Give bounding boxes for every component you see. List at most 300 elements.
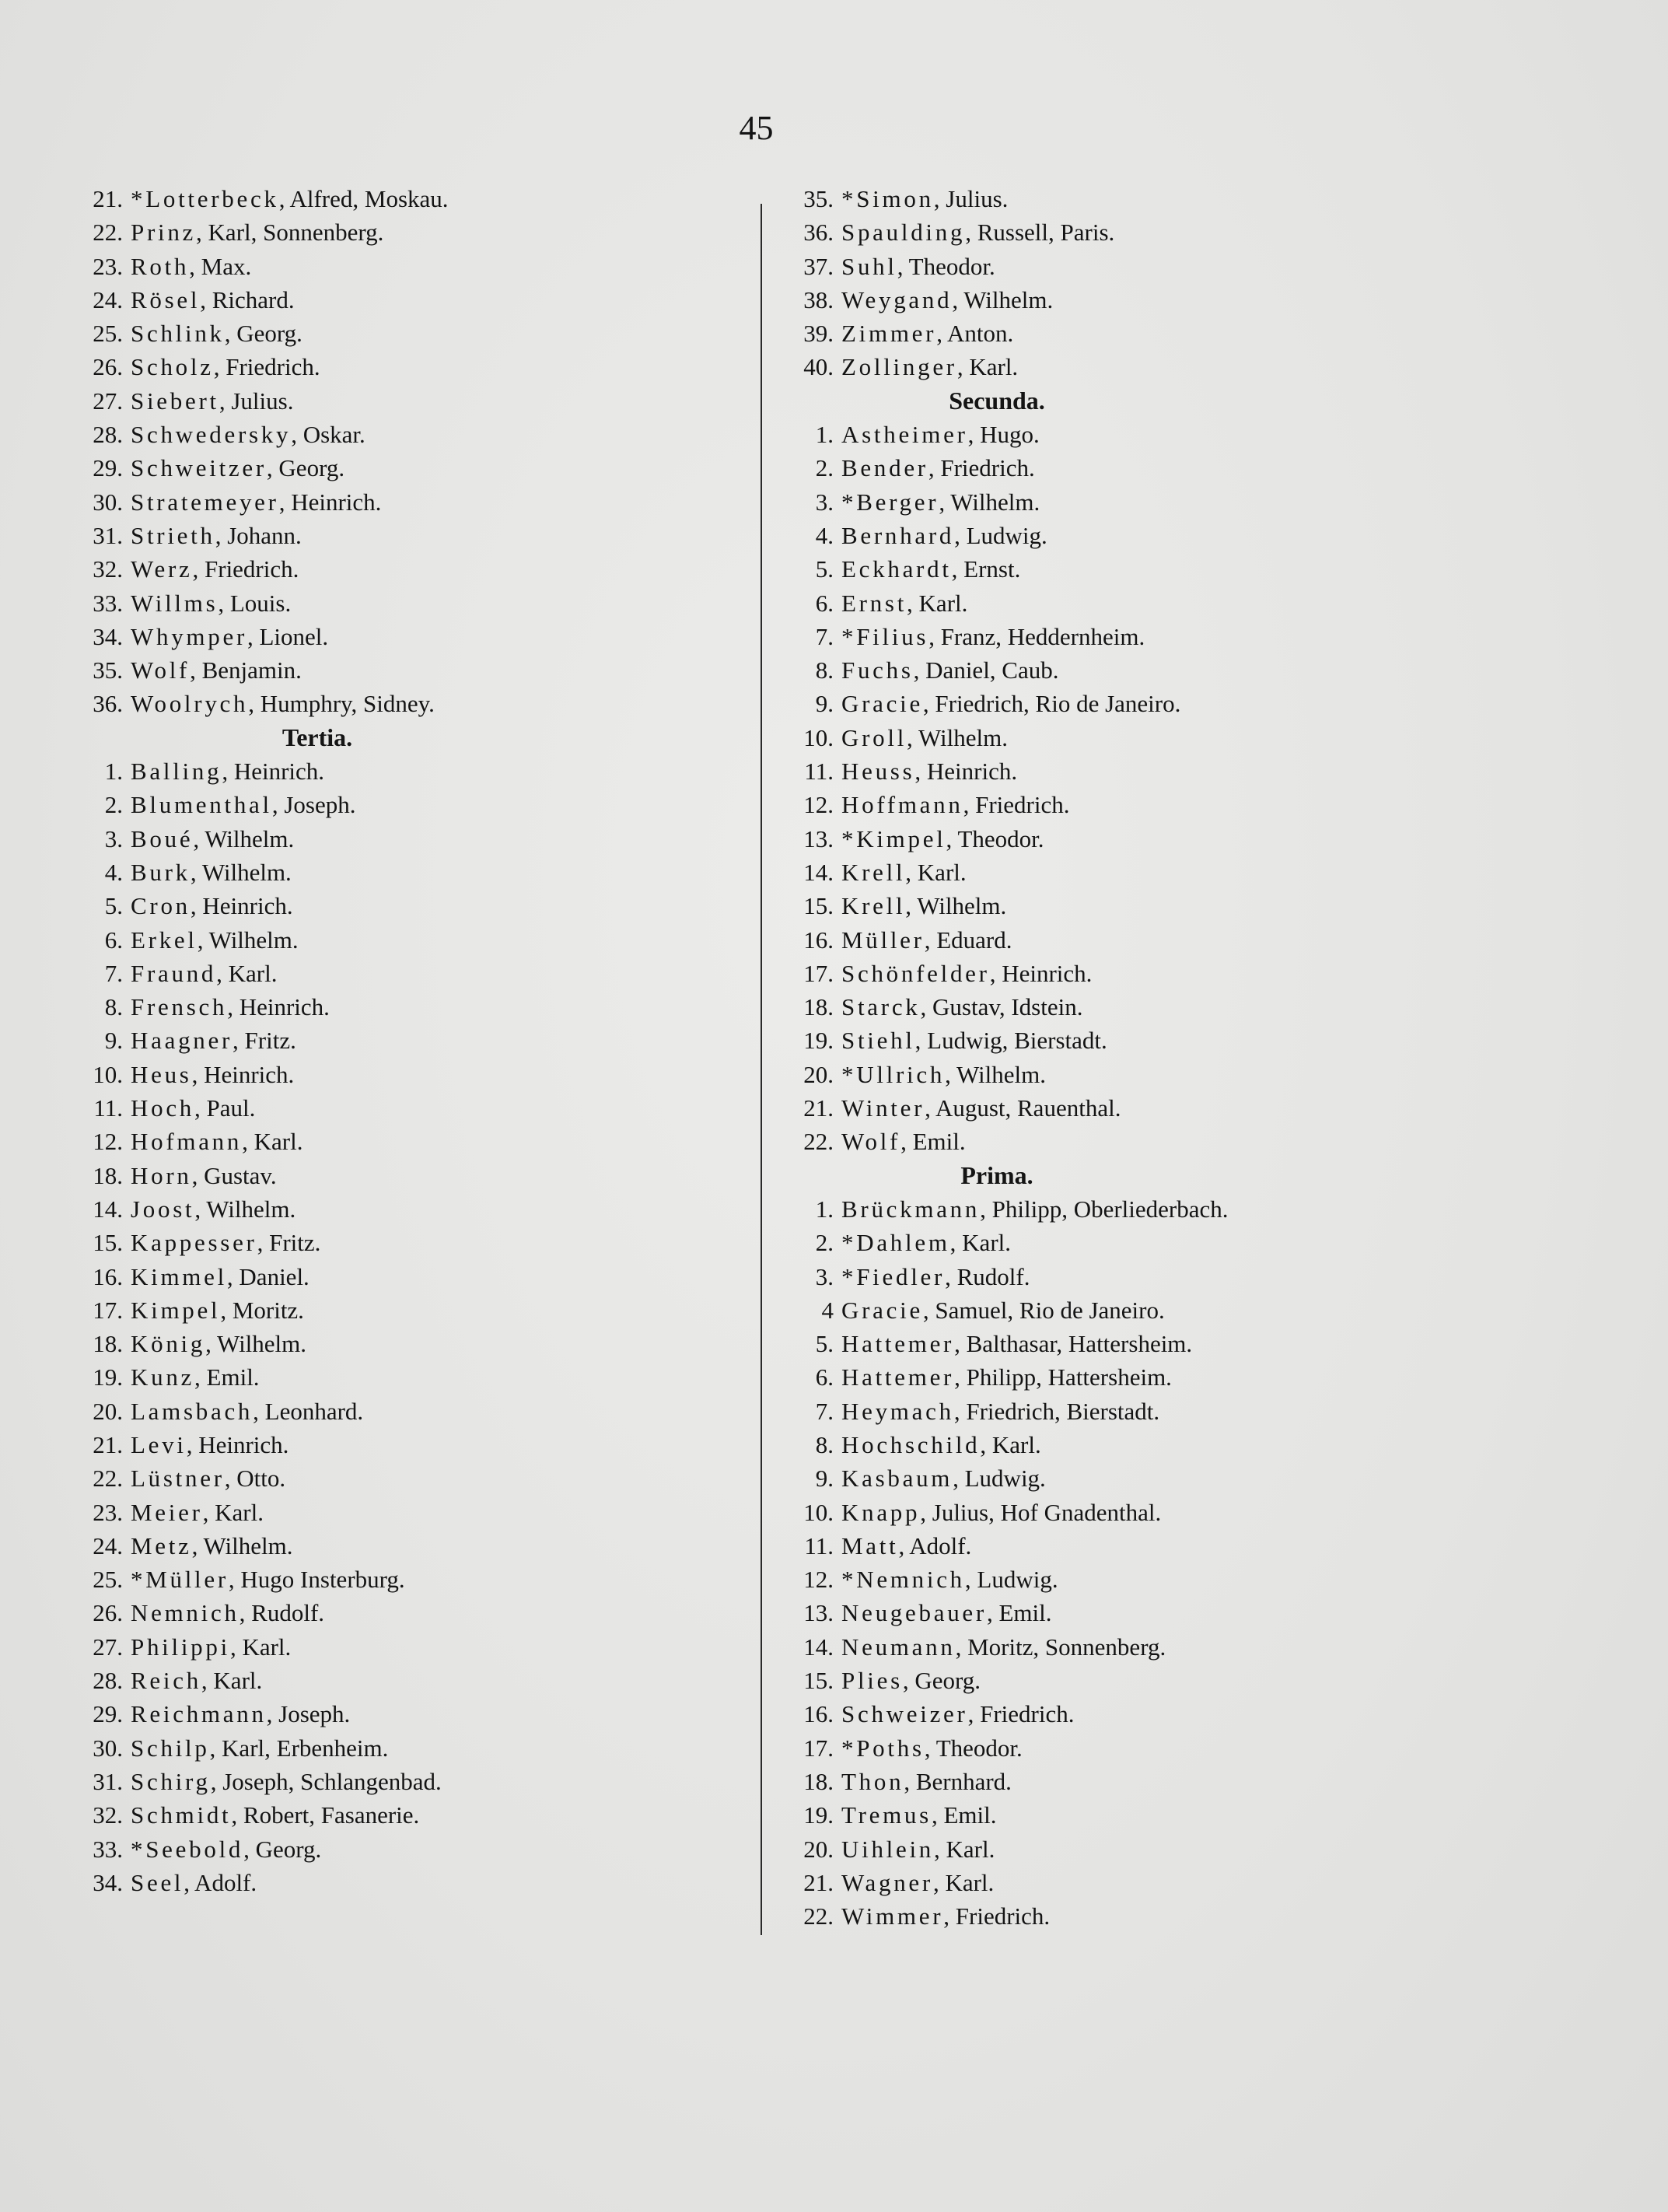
entry-number: 9. (815, 690, 834, 718)
entry-number: 8. (815, 1430, 834, 1458)
entry-number: 38. (803, 285, 834, 313)
entry-details: , Emil. (194, 1363, 260, 1391)
entry-details: , Julius. (219, 387, 294, 415)
entry-number: 1. (815, 1195, 834, 1223)
entry-surname: Kimpel (131, 1296, 221, 1324)
entry-number: 9. (104, 1027, 123, 1055)
entry-details: , Hugo. (967, 421, 1040, 449)
entry-number: 34. (93, 1868, 123, 1896)
entry-surname: Lamsbach (131, 1397, 254, 1425)
entry-details: , Hugo Insterburg. (228, 1566, 405, 1594)
entry-number: 15. (803, 892, 834, 920)
entry-surname: Reichmann (131, 1700, 267, 1728)
entry-number: 23. (93, 252, 123, 280)
student-entry (779, 1866, 1557, 1899)
entry-details: , Ludwig. (964, 1566, 1058, 1594)
entry-surname: Neumann (841, 1633, 956, 1661)
entry-details: , Gustav, Idstein. (920, 993, 1083, 1021)
entry-number: 4. (815, 521, 834, 549)
entry-surname: *Kimpel (841, 824, 946, 852)
left-column (68, 182, 737, 1899)
entry-details: , Heinrich. (914, 758, 1018, 786)
entry-number: 6. (104, 926, 123, 954)
student-entry (779, 653, 1557, 687)
student-entry (68, 1395, 737, 1428)
entry-details: , Moritz. (220, 1296, 304, 1324)
entry-number: 5. (104, 892, 123, 920)
entry-surname: Plies (841, 1667, 903, 1695)
entry-surname: Hoch (131, 1094, 195, 1122)
entry-surname: Groll (841, 723, 907, 751)
entry-number: 10. (93, 1060, 123, 1088)
student-entry (68, 519, 737, 552)
entry-details: , Friedrich. (213, 353, 320, 381)
student-entry (68, 586, 737, 620)
student-entry (779, 451, 1557, 485)
entry-details: , Georg. (243, 1835, 322, 1863)
entry-number: 24. (93, 285, 123, 313)
entry-number: 32. (93, 555, 123, 583)
entry-surname: Willms (131, 589, 219, 617)
student-entry (68, 1192, 737, 1226)
entry-surname: Haagner (131, 1027, 233, 1055)
entry-number: 28. (93, 421, 123, 449)
entry-number: 27. (93, 387, 123, 415)
student-entry (68, 620, 737, 653)
entry-number: 14. (93, 1195, 123, 1223)
entry-details: , Daniel. (226, 1262, 309, 1290)
student-entry (779, 215, 1557, 249)
entry-number: 33. (93, 1835, 123, 1863)
student-entry (779, 788, 1557, 821)
entry-number: 35. (93, 656, 123, 684)
entry-details: , Richard. (200, 285, 295, 313)
entry-surname: Nemnich (131, 1599, 240, 1627)
entry-surname: Hoffmann (841, 791, 963, 819)
entry-details: , Heinrich. (191, 1060, 295, 1088)
entry-surname: Ernst (841, 589, 907, 617)
entry-number: 39. (803, 320, 834, 348)
entry-details: , Theodor. (897, 252, 995, 280)
student-entry (68, 923, 737, 957)
entry-surname: Schmidt (131, 1801, 232, 1829)
student-entry (779, 1765, 1557, 1798)
student-entry (68, 754, 737, 788)
entry-surname: Strieth (131, 521, 215, 549)
entry-details: , Moritz, Sonnenberg. (955, 1633, 1166, 1661)
entry-surname: Matt (841, 1531, 899, 1559)
student-entry (68, 1496, 737, 1529)
student-entry (779, 923, 1557, 957)
entry-number: 19. (93, 1363, 123, 1391)
student-entry (68, 957, 737, 990)
entry-details: , Friedrich. (963, 791, 1070, 819)
entry-details: , Karl. (242, 1128, 303, 1156)
entry-surname: *Fiedler (841, 1262, 946, 1290)
entry-surname: Kunz (131, 1363, 195, 1391)
entry-surname: Hochschild (841, 1430, 981, 1458)
student-entry (68, 384, 737, 418)
entry-surname: Kimmel (131, 1262, 227, 1290)
entry-details: , Lionel. (247, 622, 329, 650)
student-entry (68, 1731, 737, 1765)
entry-number: 14. (803, 858, 834, 886)
entry-surname: *Dahlem (841, 1229, 950, 1257)
entry-details: , Louis. (218, 589, 292, 617)
entry-details: , Wilhelm. (952, 285, 1054, 313)
entry-number: 26. (93, 1599, 123, 1627)
entry-number: 9. (815, 1465, 834, 1493)
entry-details: , Balthasar, Hattersheim. (954, 1330, 1193, 1358)
entry-details: , Wilhelm. (945, 1060, 1046, 1088)
student-entry (68, 1159, 737, 1192)
entry-surname: Wimmer (841, 1902, 944, 1930)
entry-surname: König (131, 1330, 206, 1358)
entry-surname: *Lotterbeck (131, 185, 279, 212)
entry-details: , Karl, Sonnenberg. (196, 219, 384, 247)
entry-details: , Ludwig, Bierstadt. (914, 1027, 1107, 1055)
entry-number: 12. (93, 1128, 123, 1156)
entry-details: , Fritz. (257, 1229, 321, 1257)
entry-surname: Hofmann (131, 1128, 243, 1156)
student-entry (779, 1596, 1557, 1629)
entry-number: 4. (104, 858, 123, 886)
student-entry (779, 586, 1557, 620)
entry-details: , Julius. (933, 185, 1009, 212)
entry-details: , Georg. (266, 454, 345, 482)
entry-surname: Schirg (131, 1767, 211, 1795)
entry-surname: *Filius (841, 622, 929, 650)
entry-details: , Theodor. (924, 1734, 1023, 1762)
page-number: 45 (739, 109, 774, 147)
entry-details: , Samuel, Rio de Janeiro. (922, 1296, 1165, 1324)
student-entry (68, 1226, 737, 1259)
student-entry (779, 1664, 1557, 1697)
student-entry (779, 250, 1557, 283)
entry-details: , Ludwig. (954, 521, 1047, 549)
entry-number: 31. (93, 1767, 123, 1795)
student-entry (779, 1058, 1557, 1091)
entry-details: , Karl. (956, 353, 1019, 381)
entry-surname: Krell (841, 858, 906, 886)
student-entry (68, 552, 737, 586)
entry-details: , Emil. (931, 1801, 997, 1829)
student-entry (779, 1630, 1557, 1664)
entry-surname: Schönfelder (841, 959, 990, 987)
entry-details: , Heinrich. (186, 1430, 289, 1458)
entry-surname: Schweitzer (131, 454, 267, 482)
entry-details: , Karl. (216, 959, 278, 987)
student-entry (68, 1664, 737, 1697)
student-entry (779, 1024, 1557, 1057)
student-entry (68, 1765, 737, 1798)
entry-surname: Wagner (841, 1868, 933, 1896)
entry-details: , Joseph, Schlangenbad. (210, 1767, 442, 1795)
entry-surname: Hattemer (841, 1330, 955, 1358)
entry-details: , Paul. (194, 1094, 256, 1122)
entry-number: 22. (803, 1128, 834, 1156)
entry-surname: Brückmann (841, 1195, 981, 1223)
entry-number: 25. (93, 1566, 123, 1594)
student-entry (779, 1395, 1557, 1428)
entry-surname: Zollinger (841, 353, 957, 381)
entry-surname: Eckhardt (841, 555, 952, 583)
student-entry (68, 1428, 737, 1461)
entry-details: , Friedrich, Rio de Janeiro. (922, 690, 1181, 718)
entry-details: , Wilhelm. (197, 926, 299, 954)
entry-number: 18. (93, 1330, 123, 1358)
entry-details: , Adolf. (184, 1868, 257, 1896)
entry-number: 33. (93, 589, 123, 617)
student-entry (68, 1832, 737, 1866)
student-entry (779, 957, 1557, 990)
entry-surname: Zimmer (841, 320, 937, 348)
entry-number: 18. (803, 993, 834, 1021)
entry-details: , Karl. (949, 1229, 1012, 1257)
entry-details: , Rudolf. (945, 1262, 1030, 1290)
student-entry (68, 1563, 737, 1596)
entry-surname: Joost (131, 1195, 195, 1223)
entry-details: , Anton. (936, 320, 1014, 348)
right-column (779, 182, 1557, 1933)
entry-number: 16. (93, 1262, 123, 1290)
entry-number: 23. (93, 1498, 123, 1526)
entry-details: , Benjamin. (190, 656, 302, 684)
entry-number: 12. (803, 1566, 834, 1594)
entry-number: 30. (93, 1734, 123, 1762)
entry-number: 34. (93, 622, 123, 650)
entry-surname: Kappesser (131, 1229, 257, 1257)
entry-details: , Friedrich, Bierstadt. (953, 1397, 1160, 1425)
entry-surname: Starck (841, 993, 921, 1021)
entry-surname: Werz (131, 555, 193, 583)
entry-surname: *Müller (131, 1566, 229, 1594)
student-entry (779, 1360, 1557, 1394)
student-entry (68, 451, 737, 485)
entry-surname: Bender (841, 454, 928, 482)
entry-details: , Karl. (980, 1430, 1041, 1458)
entry-details: , Adolf. (898, 1531, 972, 1559)
student-entry (68, 1360, 737, 1394)
student-entry (779, 182, 1557, 215)
entry-number: 6. (815, 589, 834, 617)
entry-surname: Astheimer (841, 421, 968, 449)
student-entry (68, 1091, 737, 1125)
entry-number: 18. (93, 1161, 123, 1189)
entry-surname: Frensch (131, 993, 228, 1021)
entry-number: 3. (815, 1262, 834, 1290)
entry-details: , Joseph. (271, 791, 356, 819)
entry-number: 11. (804, 1531, 834, 1559)
entry-surname: Thon (841, 1767, 904, 1795)
entry-surname: Balling (131, 758, 222, 786)
entry-details: , Karl, Erbenheim. (209, 1734, 389, 1762)
entry-surname: Heuss (841, 758, 915, 786)
entry-number: 2. (104, 791, 123, 819)
entry-details: , Gustav. (191, 1161, 277, 1189)
student-entry (779, 418, 1557, 451)
entry-surname: Meier (131, 1498, 203, 1526)
entry-surname: Fraund (131, 959, 217, 987)
student-entry (779, 1697, 1557, 1731)
entry-surname: Weygand (841, 285, 953, 313)
entry-surname: Lüstner (131, 1465, 225, 1493)
entry-surname: Scholz (131, 353, 214, 381)
entry-surname: Metz (131, 1531, 192, 1559)
entry-number: 7. (815, 1397, 834, 1425)
entry-surname: Philippi (131, 1633, 230, 1661)
student-entry (779, 856, 1557, 889)
class-heading: Tertia. (281, 723, 353, 751)
student-entry (68, 250, 737, 283)
entry-surname: Hattemer (841, 1363, 955, 1391)
student-entry (779, 889, 1557, 922)
entry-number: 30. (93, 488, 123, 516)
entry-number: 1. (815, 421, 834, 449)
entry-surname: Schweizer (841, 1700, 968, 1728)
entry-details: , Oskar. (291, 421, 365, 449)
entry-details: , Otto. (224, 1465, 286, 1493)
entry-details: , Wilhelm. (191, 1531, 293, 1559)
entry-details: , Wilhelm. (907, 723, 1008, 751)
entry-surname: Bernhard (841, 521, 955, 549)
student-entry (68, 990, 737, 1024)
student-entry (68, 1798, 737, 1832)
entry-surname: Siebert (131, 387, 219, 415)
student-entry (779, 1731, 1557, 1765)
entry-number: 16. (803, 1700, 834, 1728)
entry-number: 8. (815, 656, 834, 684)
entry-number: 29. (93, 454, 123, 482)
entry-details: , Leonhard. (253, 1397, 364, 1425)
entry-details: , Georg. (902, 1667, 981, 1695)
entry-surname: Wolf (841, 1128, 901, 1156)
entry-number: 13. (803, 1599, 834, 1627)
entry-surname: *Berger (841, 488, 939, 516)
entry-details: , Julius, Hof Gnadenthal. (920, 1498, 1162, 1526)
entry-details: , Heinrich. (190, 892, 293, 920)
entry-number: 13. (803, 824, 834, 852)
student-entry (779, 1125, 1557, 1158)
student-entry (68, 889, 737, 922)
entry-surname: *Poths (841, 1734, 925, 1762)
entry-details: , Johann. (215, 521, 302, 549)
entry-number: 3. (104, 824, 123, 852)
entry-surname: *Seebold (131, 1835, 244, 1863)
entry-details: , Ludwig. (953, 1465, 1046, 1493)
entry-surname: *Nemnich (841, 1566, 965, 1594)
student-entry (779, 721, 1557, 754)
entry-details: , Friedrich. (967, 1700, 1075, 1728)
entry-surname: Burk (131, 858, 191, 886)
entry-details: , Wilhelm. (905, 892, 1007, 920)
entry-number: 4 (821, 1296, 834, 1324)
entry-surname: Fuchs (841, 656, 914, 684)
entry-details: , Heinrich. (989, 959, 1093, 987)
entry-details: , Friedrich. (928, 454, 1035, 482)
entry-number: 36. (803, 219, 834, 247)
entry-details: , Russell, Paris. (965, 219, 1115, 247)
entry-number: 7. (815, 622, 834, 650)
entry-number: 2. (815, 454, 834, 482)
entry-number: 25. (93, 320, 123, 348)
entry-number: 18. (803, 1767, 834, 1795)
entry-details: , Joseph. (266, 1700, 351, 1728)
entry-details: , Eduard. (924, 926, 1012, 954)
entry-details: , Heinrich. (278, 488, 382, 516)
student-entry (68, 1461, 737, 1495)
student-entry (68, 788, 737, 821)
entry-details: , Wilhelm. (193, 824, 295, 852)
entry-details: , Humphry, Sidney. (248, 690, 435, 718)
student-entry (68, 215, 737, 249)
student-entry (779, 350, 1557, 383)
entry-number: 19. (803, 1027, 834, 1055)
student-entry (68, 1866, 737, 1899)
entry-number: 31. (93, 521, 123, 549)
entry-number: 5. (815, 555, 834, 583)
entry-surname: *Simon (841, 185, 934, 212)
entry-surname: Stiehl (841, 1027, 915, 1055)
entry-number: 21. (93, 1430, 123, 1458)
entry-number: 28. (93, 1667, 123, 1695)
entry-details: , Karl. (202, 1498, 264, 1526)
entry-surname: Neugebauer (841, 1599, 987, 1627)
student-entry (779, 1192, 1557, 1226)
entry-number: 16. (803, 926, 834, 954)
student-entry (68, 1024, 737, 1057)
entry-details: , Karl. (932, 1868, 995, 1896)
entry-number: 26. (93, 353, 123, 381)
entry-number: 7. (104, 959, 123, 987)
student-entry (779, 1529, 1557, 1563)
entry-number: 40. (803, 353, 834, 381)
student-entry (779, 317, 1557, 350)
entry-surname: Knapp (841, 1498, 921, 1526)
student-entry (779, 990, 1557, 1024)
student-entry (68, 1327, 737, 1360)
student-entry (68, 653, 737, 687)
student-entry (68, 1058, 737, 1091)
entry-number: 5. (815, 1330, 834, 1358)
entry-details: , Friedrich. (192, 555, 299, 583)
entry-number: 22. (93, 219, 123, 247)
entry-number: 15. (93, 1229, 123, 1257)
entry-surname: Schwedersky (131, 421, 292, 449)
student-entry (779, 1091, 1557, 1125)
entry-details: , Karl. (229, 1633, 292, 1661)
entry-number: 35. (803, 185, 834, 212)
entry-number: 37. (803, 252, 834, 280)
student-entry (779, 1496, 1557, 1529)
student-entry (779, 1563, 1557, 1596)
entry-number: 17. (803, 959, 834, 987)
student-entry (68, 687, 737, 720)
student-entry (779, 1461, 1557, 1495)
student-entry (68, 283, 737, 317)
entry-number: 27. (93, 1633, 123, 1661)
entry-surname: Wolf (131, 656, 191, 684)
entry-number: 24. (93, 1531, 123, 1559)
entry-surname: Gracie (841, 1296, 923, 1324)
entry-number: 6. (815, 1363, 834, 1391)
entry-details: , Philipp, Oberliederbach. (980, 1195, 1229, 1223)
student-entry (779, 1428, 1557, 1461)
entry-details: , Rudolf. (239, 1599, 325, 1627)
student-entry (68, 317, 737, 350)
entry-details: , Theodor. (946, 824, 1044, 852)
entry-surname: Kasbaum (841, 1465, 953, 1493)
